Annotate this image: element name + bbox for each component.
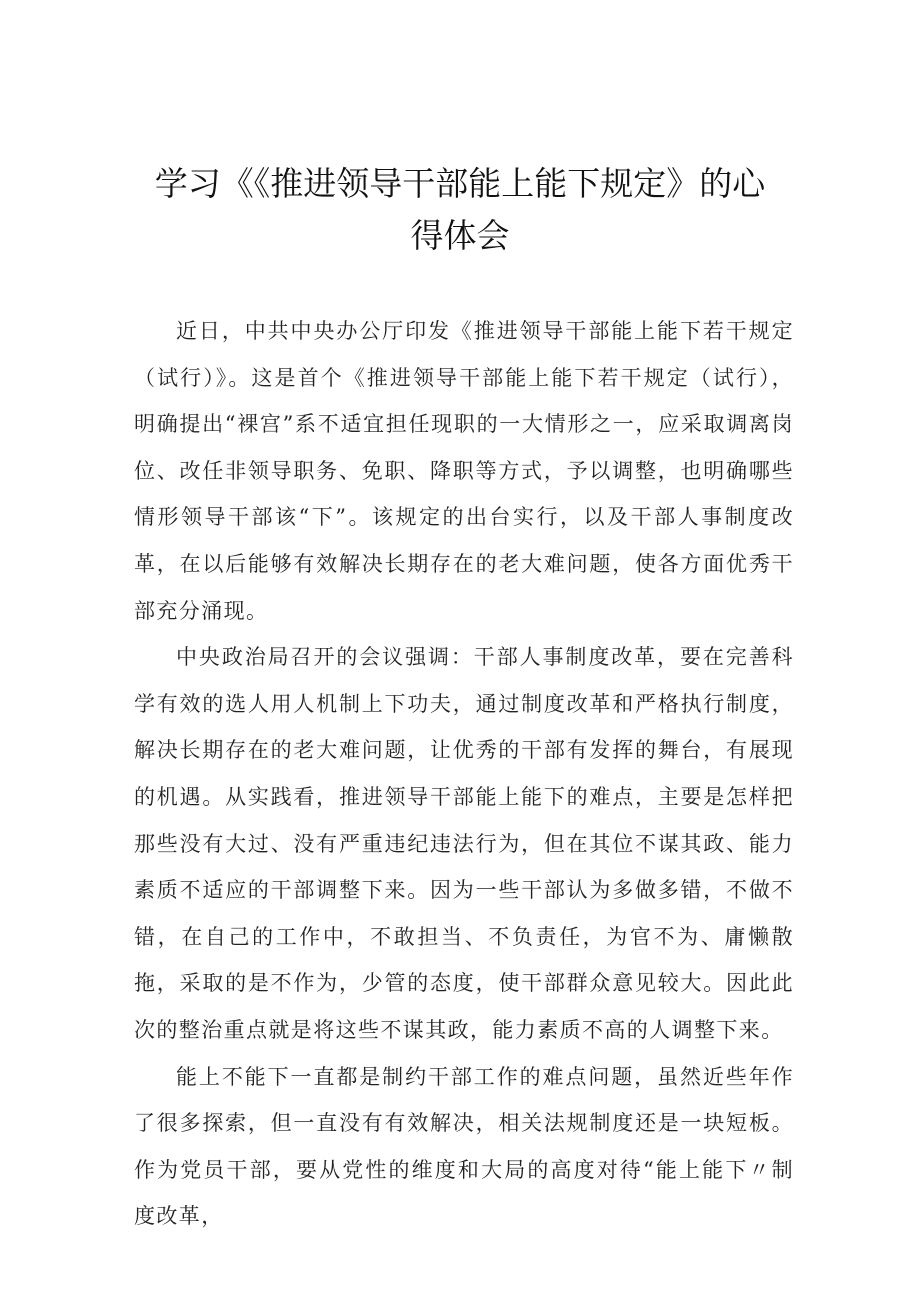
document-title-line-1: 学习《《推进领导干部能上能下规定》的心 — [154, 164, 766, 203]
document-body — [134, 308, 794, 1240]
paragraph-3: 能上不能下一直都是制约干部工作的难点问题，虽然近些年作了很多探索，但一直没有有效解决，相关法规制度还是一块短板。作为党员干部，要从党性的维度和大局的高度对待“能上能下〃制度改革， — [134, 1064, 794, 1229]
paragraph-2: 中央政治局召开的会议强调：干部人事制度改革，要在完善科学有效的选人用人机制上下功夫，通过制度改革和严格执行制度，解决长期存在的老大难问题，让优秀的干部有发挥的舞台，有展现的机遇。从实践看，推进领导干部能上能下的难点，主要是怎样把那些没有大过、没有严重违纪违法行为，但在其位不谋其政、能力素质不适应的干部调整下来。因为一些干部认为多做多错，不做不错，在自己的工作中，不敢担当、不负责任，为官不为、庸懒散拖，采取的是不作为，少管的态度，使干部群众意见较大。因此此次的整治重点就是将这些不谋其政，能力素质不高的人调整下来。 — [134, 645, 794, 1042]
paragraph-1: 近日，中共中央办公厅印发《推进领导干部能上能下若干规定（试行）》。这是首个《推进领导干部能上能下若干规定（试行），明确提出“裸宫”系不适宜担任现职的一大情形之一，应采取调离岗位、改任非领导职务、免职、降职等方式，予以调整，也明确哪些情形领导干部该“下”。该规定的出台实行，以及干部人事制度改革，在以后能够有效解决长期存在的老大难问题，使各方面优秀干部充分涌现。 — [134, 319, 794, 623]
document-title-line-2: 得体会 — [410, 216, 510, 255]
